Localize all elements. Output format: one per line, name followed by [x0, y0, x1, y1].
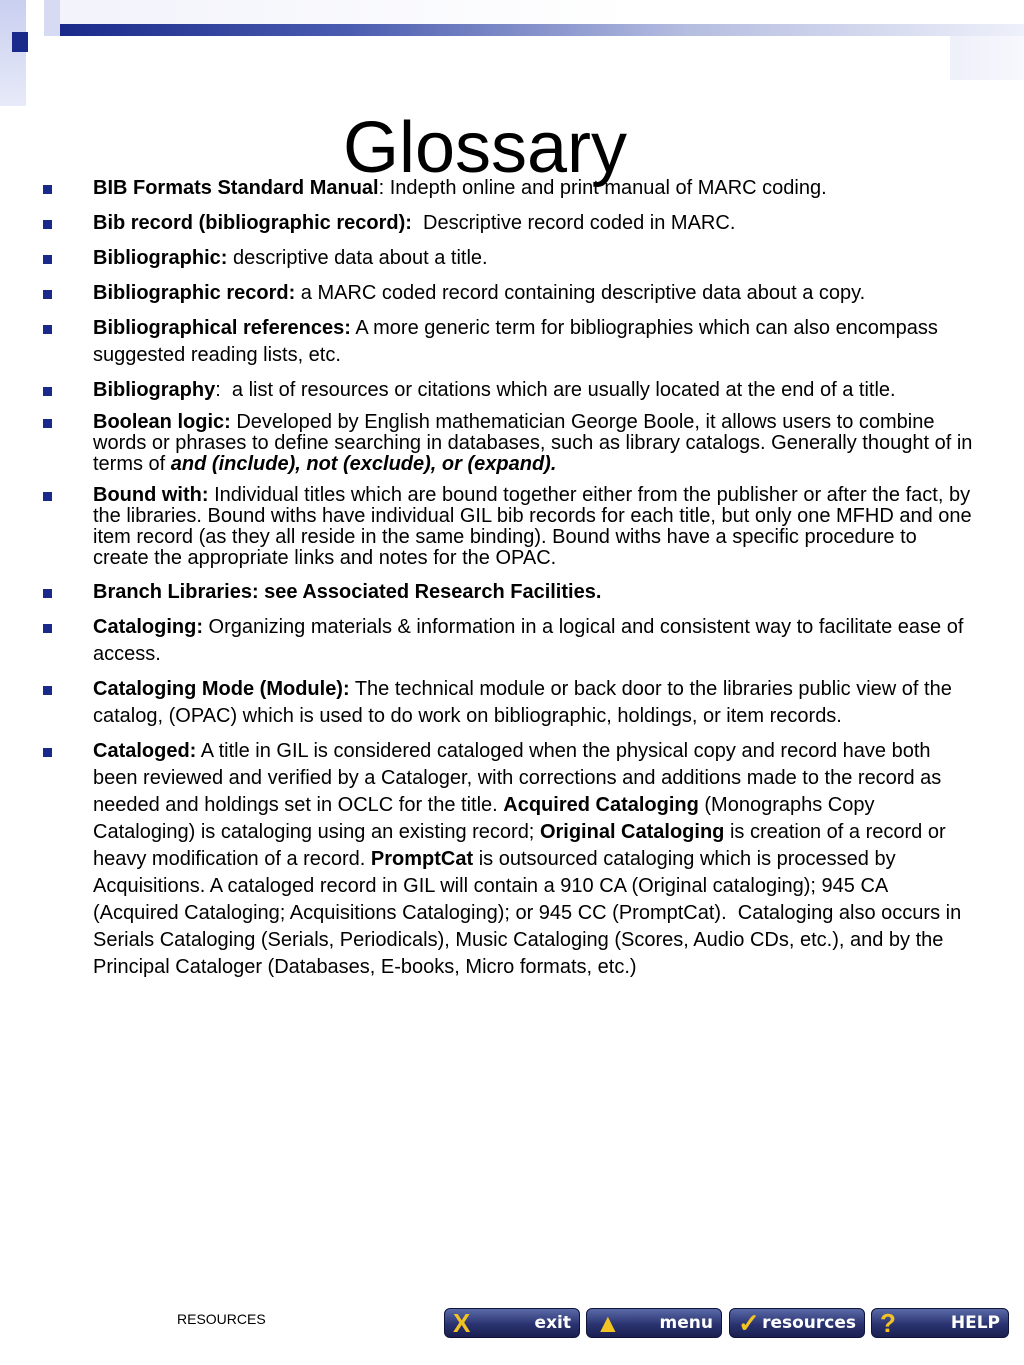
decor-right-box — [950, 36, 1024, 80]
glossary-term: Bibliographic record: — [93, 282, 296, 304]
list-item — [0, 315, 1024, 369]
glossary-term: Branch Libraries: see Associated Research Facilities. — [93, 581, 602, 603]
home-arrow-icon: ▲ — [595, 1308, 621, 1338]
bullet-icon — [43, 220, 52, 229]
checkmark-icon: ✓ — [738, 1308, 760, 1338]
list-item — [0, 280, 1024, 307]
page-title: Glossary — [342, 108, 628, 189]
glossary-term: Cataloged: — [93, 740, 197, 762]
glossary-term: Bibliography — [93, 379, 216, 401]
glossary-definition: Developed by English mathematician George Boole, it allows users to combine words or phrases to define searching in databases, such as library catalogs. Generally thought of in terms of — [93, 411, 973, 475]
glossary-term: Cataloging: — [93, 616, 203, 638]
bullet-icon — [43, 748, 52, 757]
bullet-icon — [43, 589, 52, 598]
glossary-term: Cataloging Mode (Module): — [93, 678, 350, 700]
glossary-term: Bound with: — [93, 484, 209, 506]
question-icon: ? — [880, 1308, 896, 1338]
bullet-icon — [43, 686, 52, 695]
bullet-icon — [43, 492, 52, 501]
resources-button[interactable] — [729, 1308, 865, 1338]
glossary-term: Bibliographic: — [93, 247, 228, 269]
decor-top-band — [60, 0, 1024, 24]
bullet-icon — [43, 624, 52, 633]
glossary-definition: is outsourced cataloging which is processed by Acquisitions. A cataloged record in GIL will contain a 910 CA (Original cataloging); 945 CA (Acquired Cataloging; Acquisitions Cataloging); or 945 CC (PromptCat). Cataloging also occurs in Serials Cataloging (Serials, Periodicals), Music Cataloging (Scores, Audio CDs, etc.), and by the Principal Cataloger (Databases, E-books, Micro formats, etc.) — [93, 848, 967, 978]
footer-label: RESOURCES — [177, 1311, 266, 1327]
glossary-term: Bibliographical references: — [93, 317, 351, 339]
list-item — [0, 377, 1024, 404]
exit-label: exit — [534, 1313, 571, 1333]
glossary-term: Bib record (bibliographic record): — [93, 212, 412, 234]
list-item — [0, 738, 1024, 981]
glossary-definition: A title in GIL is considered cataloged when the physical copy and record have both been reviewed and verified by a Cataloger, with corrections and additions made to the record as needed and holdings set in OCLC for the title. — [93, 740, 942, 816]
glossary-definition: a MARC coded record containing descriptive data about a copy. — [295, 282, 866, 304]
list-item — [0, 175, 1024, 202]
glossary-term: Acquired Cataloging — [503, 794, 699, 816]
decor-square — [12, 32, 28, 52]
bullet-icon — [43, 185, 52, 194]
bullet-icon — [43, 387, 52, 396]
menu-label: menu — [659, 1313, 713, 1333]
glossary-definition: descriptive data about a title. — [227, 247, 488, 269]
glossary-term: BIB Formats Standard Manual — [93, 177, 379, 199]
glossary-term: Original Cataloging — [539, 821, 725, 843]
decor-left-strip — [0, 0, 26, 106]
help-label: HELP — [950, 1313, 1000, 1333]
list-item — [0, 676, 1024, 730]
list-item — [0, 412, 1024, 475]
decor-square — [44, 0, 60, 36]
glossary-term: PromptCat — [370, 848, 474, 870]
list-item — [0, 614, 1024, 668]
list-item — [0, 485, 1024, 569]
list-item — [0, 245, 1024, 272]
help-button[interactable] — [871, 1308, 1009, 1338]
glossary-definition: Individual titles which are bound together either from the publisher or after the fact, by the libraries. Bound withs have individual GIL bib records for each title, but only one MFHD and one item record (as they all reside in the same binding). Bound withs have a specific procedure to create the appropriate links and notes for the OPAC. — [93, 484, 972, 569]
glossary-definition: is creation of a record or heavy modification of a record. — [93, 821, 946, 870]
resources-label: resources — [762, 1313, 856, 1333]
glossary-definition: A more generic term for bibliographies which can also encompass suggested reading lists, etc. — [93, 317, 938, 366]
glossary-definition: (Monographs Copy Cataloging) is cataloging using an existing record; — [93, 794, 875, 843]
glossary-definition: : a list of resources or citations which are usually located at the end of a title. — [215, 379, 896, 401]
glossary-definition: Organizing materials & information in a logical and consistent way to facilitate ease of access. — [93, 616, 964, 665]
bullet-icon — [43, 290, 52, 299]
glossary-definition: The technical module or back door to the libraries public view of the catalog, (OPAC) which is used to do work on bibliographic, holdings, or item records. — [93, 678, 952, 727]
glossary-definition: Descriptive record coded in MARC. — [411, 212, 736, 234]
exit-button[interactable] — [444, 1308, 580, 1338]
glossary-emphasis: and (include), not (exclude), or (expand). — [170, 453, 557, 475]
bullet-icon — [43, 255, 52, 264]
bullet-icon — [43, 325, 52, 334]
glossary-term: Boolean logic: — [93, 411, 231, 433]
glossary-definition: : Indepth online and print manual of MARC coding. — [378, 177, 827, 199]
decor-top-bar — [60, 24, 1024, 36]
bullet-icon — [43, 419, 52, 428]
glossary-list — [0, 175, 1024, 989]
list-item — [0, 579, 1024, 606]
x-icon: X — [453, 1308, 471, 1338]
menu-button[interactable] — [586, 1308, 722, 1338]
list-item — [0, 210, 1024, 237]
